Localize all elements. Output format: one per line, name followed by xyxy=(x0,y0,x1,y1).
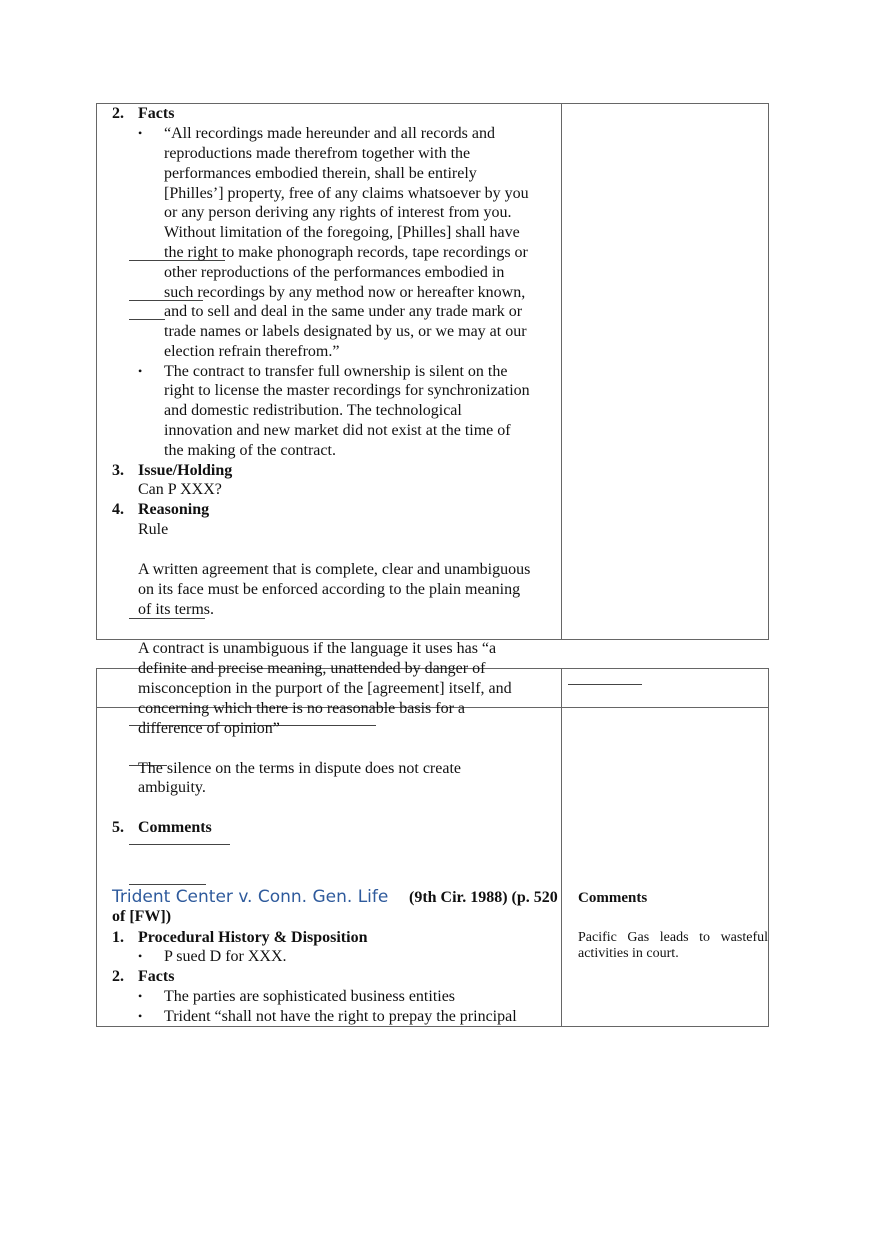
side-comments-heading: Comments xyxy=(578,890,648,906)
text-line: right to license the master recordings for synchronization xyxy=(164,382,530,399)
facts-heading-number: 2. xyxy=(112,105,124,122)
text-line: ambiguity. xyxy=(138,779,206,796)
text-line: misconception in the purport of the [agreement] itself, and xyxy=(138,680,512,697)
text-line: The silence on the terms in dispute does not create xyxy=(138,760,462,777)
text-line: definite and precise meaning, unattended by danger of xyxy=(138,660,486,677)
revision-mark xyxy=(568,684,642,685)
bullet-icon: • xyxy=(138,949,143,963)
case-citation: (9th Cir. 1988) (p. 520 xyxy=(409,889,558,906)
text-line: or any person deriving any rights of interest from you. xyxy=(164,204,512,221)
issue-heading-number: 3. xyxy=(112,462,124,479)
case2-facts-heading: Facts xyxy=(138,968,175,985)
bullet-icon: • xyxy=(138,989,143,1003)
case2-facts-bullet: Trident “shall not have the right to prepay the principal xyxy=(164,1008,517,1025)
comments-heading: Comments xyxy=(138,819,212,836)
case-title-link[interactable]: Trident Center v. Conn. Gen. Life xyxy=(112,887,389,907)
revision-mark xyxy=(129,844,230,845)
bullet-icon: • xyxy=(138,364,143,378)
text-line: other reproductions of the performances embodied in xyxy=(164,264,505,281)
text-line: [Philles’] property, free of any claims whatsoever by you xyxy=(164,185,529,202)
text-line: Without limitation of the foregoing, [Philles] shall have xyxy=(164,224,520,241)
text-line: and to sell and deal in the same under any trade mark or xyxy=(164,303,523,320)
bullet-icon: • xyxy=(138,1009,143,1023)
text-line: “All recordings made hereunder and all records and xyxy=(164,125,495,142)
text-line: The contract to transfer full ownership is silent on the xyxy=(164,363,508,380)
facts-heading: Facts xyxy=(138,105,175,122)
table-top-divider xyxy=(561,103,562,640)
proc-bullet: P sued D for XXX. xyxy=(164,948,287,965)
case2-facts-bullet: The parties are sophisticated business entities xyxy=(164,988,456,1005)
text-line: difference of opinion” xyxy=(138,720,280,737)
revision-mark xyxy=(129,319,165,320)
text-line: A written agreement that is complete, clear and unambiguous xyxy=(138,561,531,578)
proc-heading: Procedural History & Disposition xyxy=(138,929,368,946)
text-line: the right to make phonograph records, tape recordings or xyxy=(164,244,528,261)
reasoning-heading: Reasoning xyxy=(138,501,210,518)
bullet-icon: • xyxy=(138,126,143,140)
text-line: of its terms. xyxy=(138,601,214,618)
text-line: trade names or labels designated by us, or we may at our xyxy=(164,323,527,340)
issue-heading: Issue/Holding xyxy=(138,462,233,479)
text-line: concerning which there is no reasonable basis for a xyxy=(138,700,465,717)
text-line: such recordings by any method now or hereafter known, xyxy=(164,284,526,301)
text-line: the making of the contract. xyxy=(164,442,336,459)
text-line: A contract is unambiguous if the language it uses has “a xyxy=(138,640,497,657)
issue-text: Can P XXX? xyxy=(138,481,222,498)
text-line: and domestic redistribution. The technological xyxy=(164,402,462,419)
text-line: election refrain therefrom.” xyxy=(164,343,340,360)
reasoning-rule-label: Rule xyxy=(138,521,169,538)
comments-heading-number: 5. xyxy=(112,819,124,836)
table-bottom-divider xyxy=(561,668,562,1027)
revision-mark xyxy=(129,884,206,885)
case2-facts-heading-number: 2. xyxy=(112,968,124,985)
reasoning-heading-number: 4. xyxy=(112,501,124,518)
case-citation-cont: of [FW]) xyxy=(112,908,172,925)
text-line: reproductions made therefrom together with the xyxy=(164,145,471,162)
proc-heading-number: 1. xyxy=(112,929,124,946)
text-line: innovation and new market did not exist at the time of xyxy=(164,422,511,439)
text-line: on its face must be enforced according to the plain meaning xyxy=(138,581,521,598)
text-line: performances embodied therein, shall be entirely xyxy=(164,165,477,182)
side-comments-note: Pacific Gas leads to wasteful activities in court. xyxy=(578,930,768,961)
